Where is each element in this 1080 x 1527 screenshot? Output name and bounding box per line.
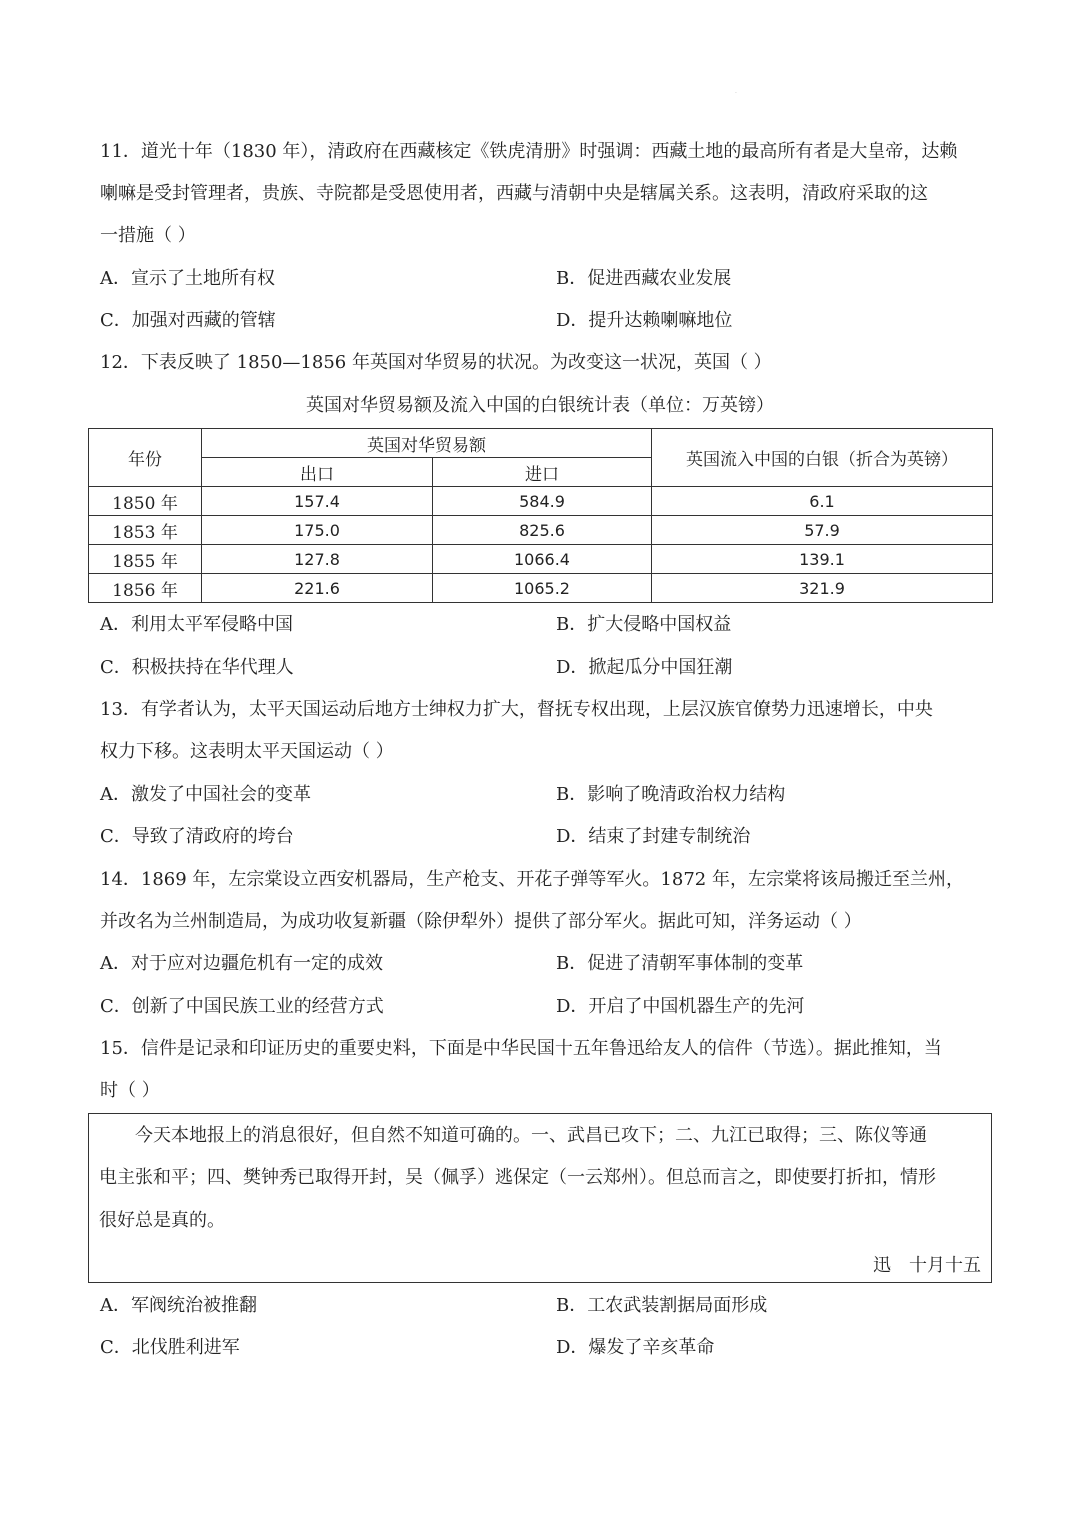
cell-silver: 139.1 [652,545,993,574]
q12-stem-line-1: 12．下表反映了 1850—1856 年英国对华贸易的状况。为改变这一状况，英国（ ） [100,352,772,373]
cell-import: 584.9 [433,487,652,516]
q11-option-d[interactable]: D．提升达赖喇嘛地位 [556,310,733,331]
q15-option-c[interactable]: C．北伐胜利进军 [100,1337,240,1358]
q15-stem-line-2: 时（ ） [100,1080,160,1101]
q15-option-d[interactable]: D．爆发了辛亥革命 [556,1337,715,1358]
cell-import: 1065.2 [433,574,652,603]
cell-export: 157.4 [202,487,433,516]
q12-option-d[interactable]: D．掀起瓜分中国狂潮 [556,657,733,678]
q12-table-title: 英国对华贸易额及流入中国的白银统计表（单位：万英镑） [306,395,774,416]
header-export: 出口 [202,458,433,487]
header-silver: 英国流入中国的白银（折合为英镑） [652,429,993,487]
q13-option-a[interactable]: A．激发了中国社会的变革 [100,784,311,805]
q15-stem-line-1: 15．信件是记录和印证历史的重要史料，下面是中华民国十五年鲁迅给友人的信件（节选）。据此推知，当 [100,1038,942,1059]
q11-option-b[interactable]: B．促进西藏农业发展 [556,268,732,289]
cell-year: 1856 年 [89,574,202,603]
table-row [89,574,993,603]
cell-export: 175.0 [202,516,433,545]
q11-option-a[interactable]: A．宣示了土地所有权 [100,268,275,289]
q14-stem-line-1: 14．1869 年，左宗棠设立西安机器局，生产枪支、开花子弹等军火。1872 年，左宗棠将该局搬迁至兰州， [100,869,964,890]
header-import: 进口 [433,458,652,487]
cell-year: 1855 年 [89,545,202,574]
letter-excerpt-box [88,1113,992,1283]
letter-line-1: 今天本地报上的消息很好，但自然不知道可确的。一、武昌已攻下；二、九江已取得；三、陈仪等通 [99,1125,927,1146]
q11-stem-line-3: 一措施（ ） [100,225,196,246]
table-row [89,516,993,545]
q12-option-a[interactable]: A．利用太平军侵略中国 [100,614,293,635]
q13-option-d[interactable]: D．结束了封建专制统治 [556,826,751,847]
letter-line-2: 电主张和平；四、樊钟秀已取得开封，吴（佩孚）逃保定（一云郑州）。但总而言之，即使要打折扣，情形 [99,1167,936,1188]
letter-line-3: 很好总是真的。 [99,1210,225,1231]
q11-stem-line-2: 喇嘛是受封管理者，贵族、寺院都是受恩使用者，西藏与清朝中央是辖属关系。这表明，清政府采取的这 [100,183,928,204]
q14-stem-line-2: 并改名为兰州制造局，为成功收复新疆（除伊犁外）提供了部分军火。据此可知，洋务运动（ ） [100,911,862,932]
table-row [89,545,993,574]
q13-stem-line-2: 权力下移。这表明太平天国运动（ ） [100,741,394,762]
cell-silver: 321.9 [652,574,993,603]
cell-import: 1066.4 [433,545,652,574]
scan-mark: · [735,90,737,97]
q13-stem-line-1: 13．有学者认为，太平天国运动后地方士绅权力扩大，督抚专权出现，上层汉族官僚势力迅速增长，中央 [100,699,933,720]
q14-option-c[interactable]: C．创新了中国民族工业的经营方式 [100,996,384,1017]
q11-stem-line-1: 11．道光十年（1830 年），清政府在西藏核定《铁虎清册》时强调：西藏土地的最高所有者是大皇帝，达赖 [100,141,958,162]
q12-option-c[interactable]: C．积极扶持在华代理人 [100,657,294,678]
header-year: 年份 [89,429,202,487]
q13-option-c[interactable]: C．导致了清政府的垮台 [100,826,294,847]
letter-signature: 迅 十月十五 [873,1255,981,1276]
cell-import: 825.6 [433,516,652,545]
q12-option-b[interactable]: B．扩大侵略中国权益 [556,614,732,635]
cell-silver: 57.9 [652,516,993,545]
cell-silver: 6.1 [652,487,993,516]
q15-option-b[interactable]: B．工农武装割据局面形成 [556,1295,768,1316]
q11-option-c[interactable]: C．加强对西藏的管辖 [100,310,276,331]
cell-year: 1853 年 [89,516,202,545]
q14-option-d[interactable]: D．开启了中国机器生产的先河 [556,996,805,1017]
cell-year: 1850 年 [89,487,202,516]
q14-option-a[interactable]: A．对于应对边疆危机有一定的成效 [100,953,383,974]
cell-export: 221.6 [202,574,433,603]
trade-table [88,428,993,603]
q13-option-b[interactable]: B．影响了晚清政治权力结构 [556,784,786,805]
q14-option-b[interactable]: B．促进了清朝军事体制的变革 [556,953,804,974]
q15-option-a[interactable]: A．军阀统治被推翻 [100,1295,257,1316]
header-trade: 英国对华贸易额 [202,429,652,458]
cell-export: 127.8 [202,545,433,574]
table-row [89,487,993,516]
